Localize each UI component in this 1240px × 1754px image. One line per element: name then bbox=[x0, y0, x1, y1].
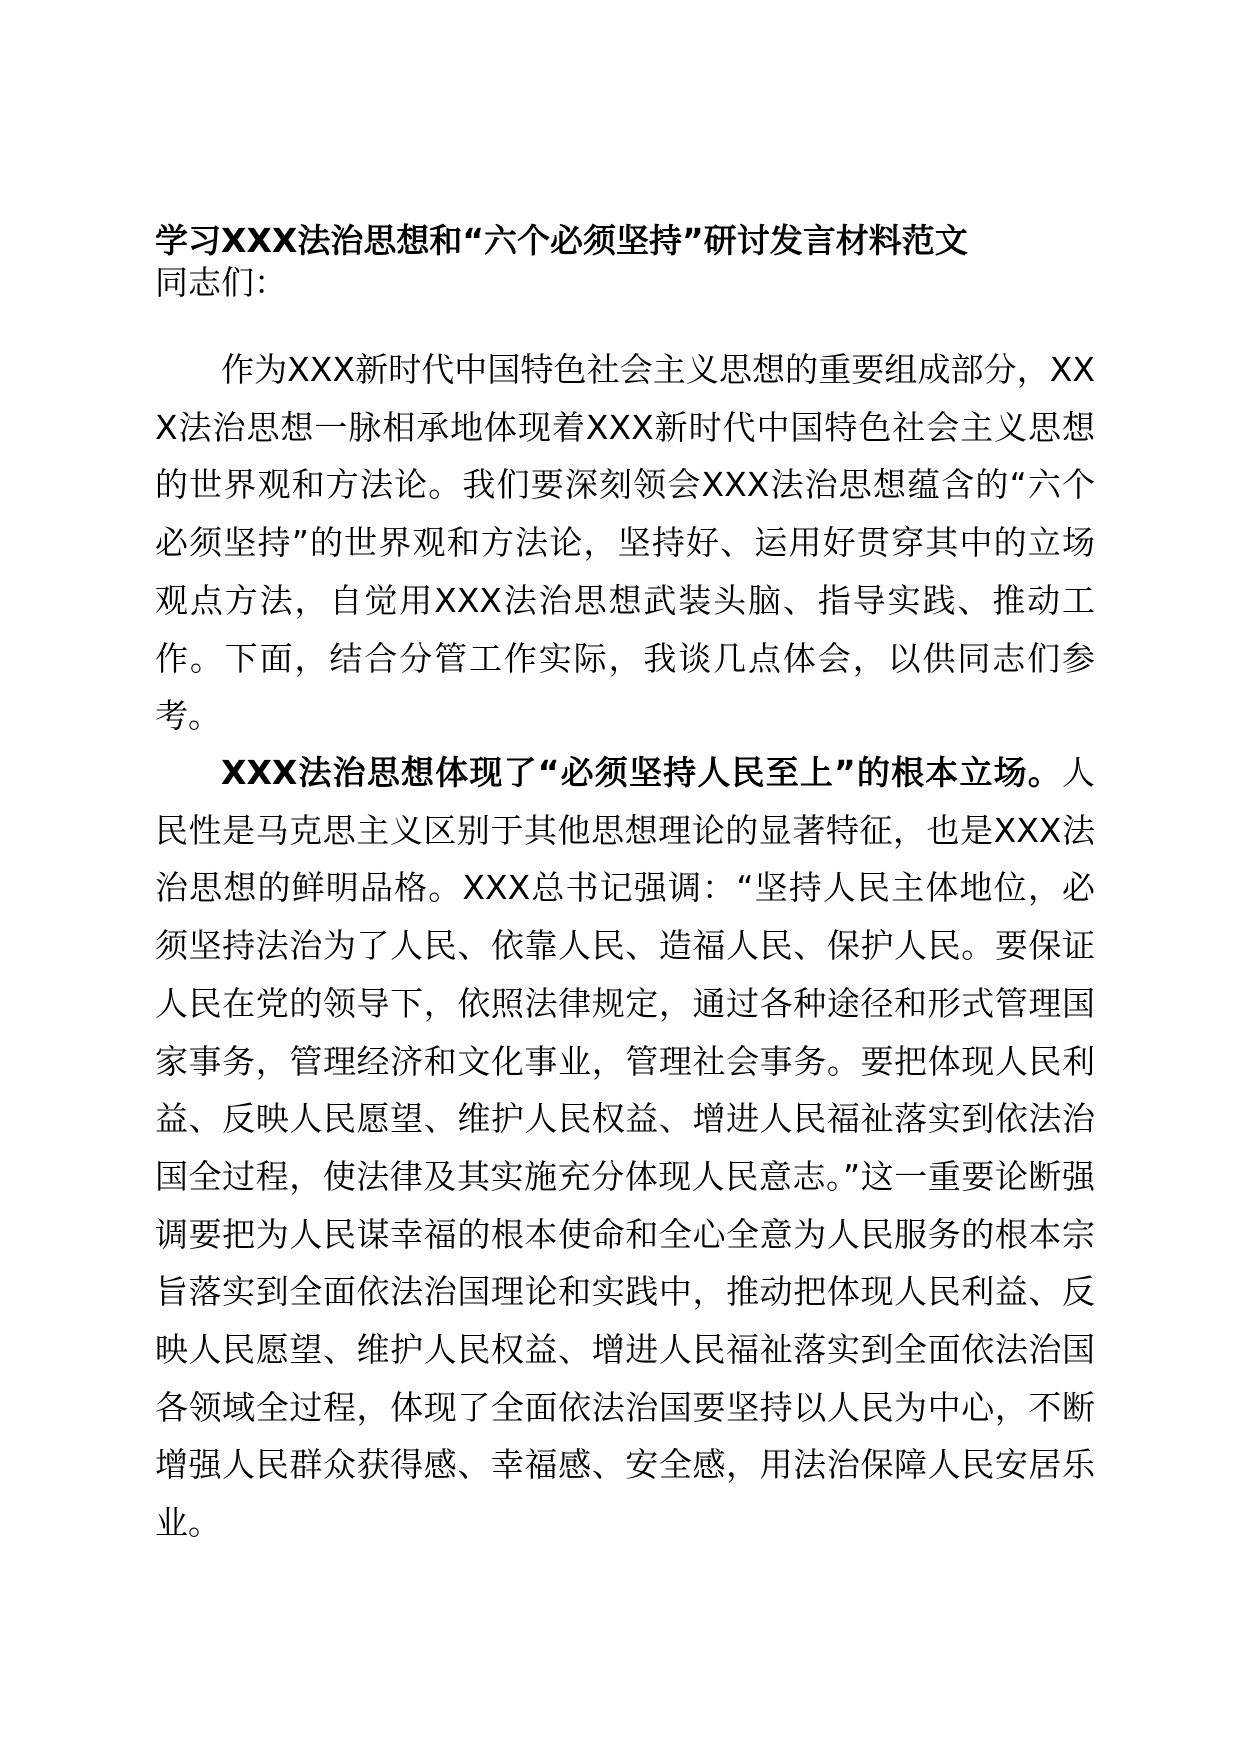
document-title: 学习XXX法治思想和“六个必须坚持”研讨发言材料范文 bbox=[155, 221, 968, 260]
paragraph-body-text: 人民性是马克思主义区别于其他思想理论的显著特征，也是XXX法治思想的鲜明品格。XXX总书记强调：“坚持人民主体地位，必须坚持法治为了人民、依靠人民、造福人民、保护人民。要保证人民在党的领导下，依照法律规定，通过各种途径和形式管理国家事务，管理经济和文化事业，管理社会事务。要把体现人民利益、反映人民愿望、维护人民权益、增进人民福祉落实到依法治国全过程，使法律及其实施充分体现人民意志。”这一重要论断强调要把为人民谋幸福的根本使命和全心全意为人民服务的根本宗旨落实到全面依法治国理论和实践中，推动把体现人民利益、反映人民愿望、维护人民权益、增进人民福祉落实到全面依法治国各领域全过程，体现了全面依法治国要坚持以人民为中心，不断增强人民群众获得感、幸福感、安全感，用法治保障人民安居乐业。 bbox=[155, 753, 1095, 1543]
paragraph-intro: 作为XXX新时代中国特色社会主义思想的重要组成部分，XXX法治思想一脉相承地体现着XXX新时代中国特色社会主义思想的世界观和方法论。我们要深刻领会XXX法治思想蕴含的“六个必须坚持”的世界观和方法论，坚持好、运用好贯穿其中的立场观点方法，自觉用XXX法治思想武装头脑、指导实践、推动工作。下面，结合分管工作实际，我谈几点体会，以供同志们参考。 bbox=[155, 350, 1095, 736]
salutation: 同志们： bbox=[155, 263, 287, 302]
paragraph-lead-sentence: XXX法治思想体现了“必须坚持人民至上”的根本立场。 bbox=[221, 753, 1062, 792]
paragraph-people-first bbox=[155, 744, 1095, 1552]
